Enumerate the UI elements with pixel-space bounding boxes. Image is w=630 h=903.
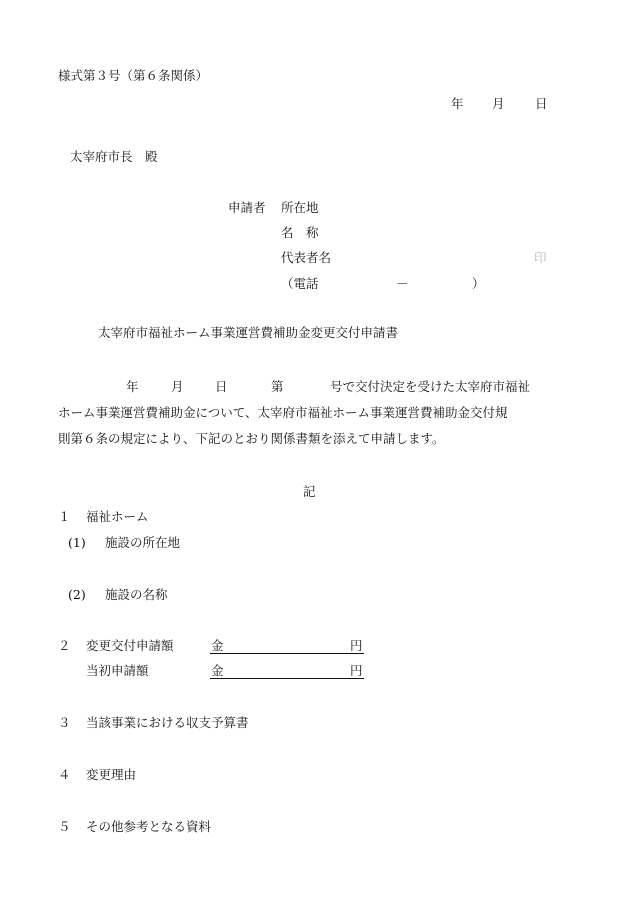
body-line3: 則第６条の規定により、下記のとおり関係書類を添えて申請します。 xyxy=(58,431,445,446)
phone-close: ） xyxy=(472,276,485,291)
body-month: 月 xyxy=(171,379,184,394)
item2-en: 円 xyxy=(350,638,363,653)
item2b-kin: 金 xyxy=(211,663,224,678)
address-label: 所在地 xyxy=(281,200,319,215)
item3-label: 当該事業における収支予算書 xyxy=(86,715,249,730)
body-line2: ホーム事業運営費補助金について、太宰府市福祉ホーム事業運営費補助金交付規 xyxy=(58,405,508,420)
item4-number: ４ xyxy=(58,767,71,782)
date-month-label: 月 xyxy=(492,96,505,111)
applicant-label: 申請者 xyxy=(228,200,266,215)
form-number: 様式第３号（第６条関係） xyxy=(58,68,209,83)
seal-mark: 印 xyxy=(534,250,547,265)
sub1-label: 施設の所在地 xyxy=(105,535,181,550)
addressee: 太宰府市長 殿 xyxy=(70,149,158,164)
item2b-label: 当初申請額 xyxy=(86,663,149,678)
body-year: 年 xyxy=(126,379,139,394)
representative-label: 代表者名 xyxy=(281,250,332,265)
sub2-label: 施設の名称 xyxy=(105,587,168,602)
item2-kin: 金 xyxy=(211,638,224,653)
body-dai: 第 xyxy=(271,379,284,394)
body-day: 日 xyxy=(215,379,228,394)
item2-number: ２ xyxy=(58,638,71,653)
sub1-number: (1) xyxy=(68,535,86,550)
body-line1-rest: 号で交付決定を受けた太宰府市福祉 xyxy=(330,379,531,394)
date-day-label: 日 xyxy=(535,96,548,111)
item3-number: ３ xyxy=(58,715,71,730)
phone-dash: － xyxy=(396,276,409,291)
item1-label: 福祉ホーム xyxy=(86,509,149,524)
org-name-label: 名 称 xyxy=(281,225,319,240)
sub2-number: (2) xyxy=(68,587,86,602)
ki-heading: 記 xyxy=(303,484,316,499)
phone-open: （電話 xyxy=(281,276,319,291)
date-year-label: 年 xyxy=(451,96,464,111)
item2b-en: 円 xyxy=(350,663,363,678)
item5-number: ５ xyxy=(58,819,71,834)
item2b-amount-underline xyxy=(210,678,364,679)
item1-number: １ xyxy=(58,509,71,524)
item2-label: 変更交付申請額 xyxy=(86,638,174,653)
item5-label: その他参考となる資料 xyxy=(86,819,212,834)
document-title: 太宰府市福祉ホーム事業運営費補助金変更交付申請書 xyxy=(98,325,399,340)
item4-label: 変更理由 xyxy=(86,767,137,782)
item2-amount-underline xyxy=(210,653,364,654)
